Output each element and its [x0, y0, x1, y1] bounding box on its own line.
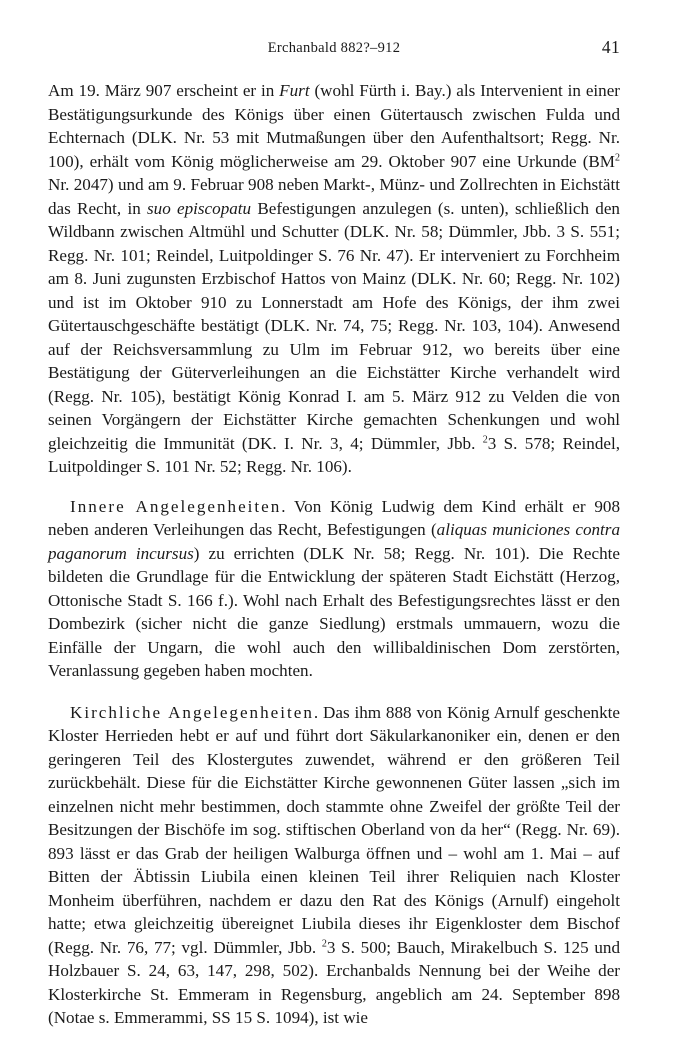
text-run: (wohl Fürth i. Bay.) als Intervenient in einer Bestätigungsurkunde des Königs über einen Gütertausch zwischen Fulda und Echternach (DLK. Nr. 53 mit Mutmaßungen über den Aufenthaltsort; Regg. Nr. 100), erhält vom König möglicherweise am 29. Oktober 907 eine Urkunde (BM [48, 81, 620, 171]
italic-text: Furt [279, 81, 310, 100]
page-number: 41 [601, 37, 620, 57]
italic-text: aliquas municiones contra paganorum incursus [48, 520, 620, 563]
text-run: . Von König Ludwig dem Kind erhält er 908 neben anderen Verleihungen das Recht, Befestigungen ( [48, 496, 621, 539]
text-run: Nr. 2047) und am 9. Februar 908 neben Markt-, Münz- und Zollrechten in Eichstätt das Recht, in [48, 175, 620, 218]
superscript: 2 [615, 151, 620, 163]
superscript: 2 [321, 937, 327, 949]
paragraph-intervention [48, 79, 620, 479]
text-run: Befestigungen anzulegen (s. unten), schließlich den Wildbann zwischen Altmühl und Schutter (DLK. Nr. 58; Dümmler, Jbb. 3 S. 551; Regg. Nr. 101; Reindel, Luitpoldinger S. 76 Nr. 47). Er interveniert zu Forchheim am 8. Juni zugunsten Erzbischof Hattos von Mainz (DLK. Nr. 60; Regg. Nr. 102) und ist im Oktober 910 zu Lonnerstadt am Hofe des Königs, der ihm zwei Gütertauschgeschäfte bestätigt (DLK. Nr. 74, 75; Regg. Nr. 103, 104). Anwesend auf der Reichsversammlung zu Ulm im Februar 912, wo bereits über eine Bestätigung der Güterverleihungen an die Eichstätter Kirche verhandelt wird (Regg. Nr. 105), bestätigt König Konrad I. am 5. März 912 zu Velden die von seinen Vorgängern der Eichstätter Kirche gemachten Schenkungen und wohl gleichzeitig die Immunität (DK. I. Nr. 3, 4; Dümmler, Jbb. [48, 198, 620, 453]
running-header [48, 37, 620, 70]
section-heading: Kirchliche Angelegenheiten [70, 702, 314, 722]
text-run: Am 19. März 907 erscheint er in [48, 81, 280, 100]
section-heading: Innere Angelegenheiten [70, 496, 282, 516]
paragraph-inner-affairs [48, 495, 620, 683]
text-run: ) zu errichten (DLK Nr. 58; Regg. Nr. 101). Die Rechte bildeten die Grundlage für die Entwicklung der späteren Stadt Eichstätt (Herzog, Ottonische Stadt S. 166 f.). Wohl nach Erhalt des Befestigungsrechtes lässt er den Dombezirk (sicher nicht die ganze Siedlung) erstmals ummauern, wozu die Einfälle der Ungarn, die wohl auch den willibaldinischen Dom zerstörten, Veranlassung gegeben haben mochten. [48, 543, 620, 680]
text-run: 3 S. 500; Bauch, Mirakelbuch S. 125 und Holzbauer S. 24, 63, 147, 298, 502). Erchanbalds Nennung bei der Weihe der Klosterkirche St. Emmeram in Regensburg, angeblich am 24. September 898 (Notae s. Emmerammi, SS 15 S. 1094), ist wie [48, 937, 620, 1027]
italic-text: suo episcopatu [147, 198, 252, 218]
paragraph-church-affairs [48, 701, 620, 1030]
text-run: . Das ihm 888 von König Arnulf geschenkte Kloster Herrieden hebt er auf und führt dort Säkularkanoniker ein, denen er den geringeren Teil des Klostergutes zuwendet, während er den größeren Teil zurückbehält. Diese für die Eichstätter Kirche gewonnenen Güter lassen „sich im einzelnen nicht mehr bestimmen, doch stammte ohne Zweifel der größte Teil der Besitzungen der Bischöfe im sog. stiftischen Oberland von da her“ (Regg. Nr. 69). 893 lässt er das Grab der heiligen Walburga öffnen und – wohl am 1. Mai – auf Bitten der Äbtissin Liubila einen kleinen Teil ihrer Reliquien nach Kloster Monheim überführen, nachdem er dazu den Rat des Königs (Arnulf) eingeholt hatte; etwa gleichzeitig übereignet Liubila dieses ihr Eigenkloster dem Bischof (Regg. Nr. 76, 77; vgl. Dümmler, Jbb. [48, 702, 620, 957]
book-page [48, 37, 621, 1030]
running-title: Erchanbald 882?–912 [267, 40, 401, 56]
superscript: 2 [482, 433, 488, 445]
text-run: 3 S. 578; Reindel, Luitpoldinger S. 101 Nr. 52; Regg. Nr. 106). [48, 433, 620, 476]
